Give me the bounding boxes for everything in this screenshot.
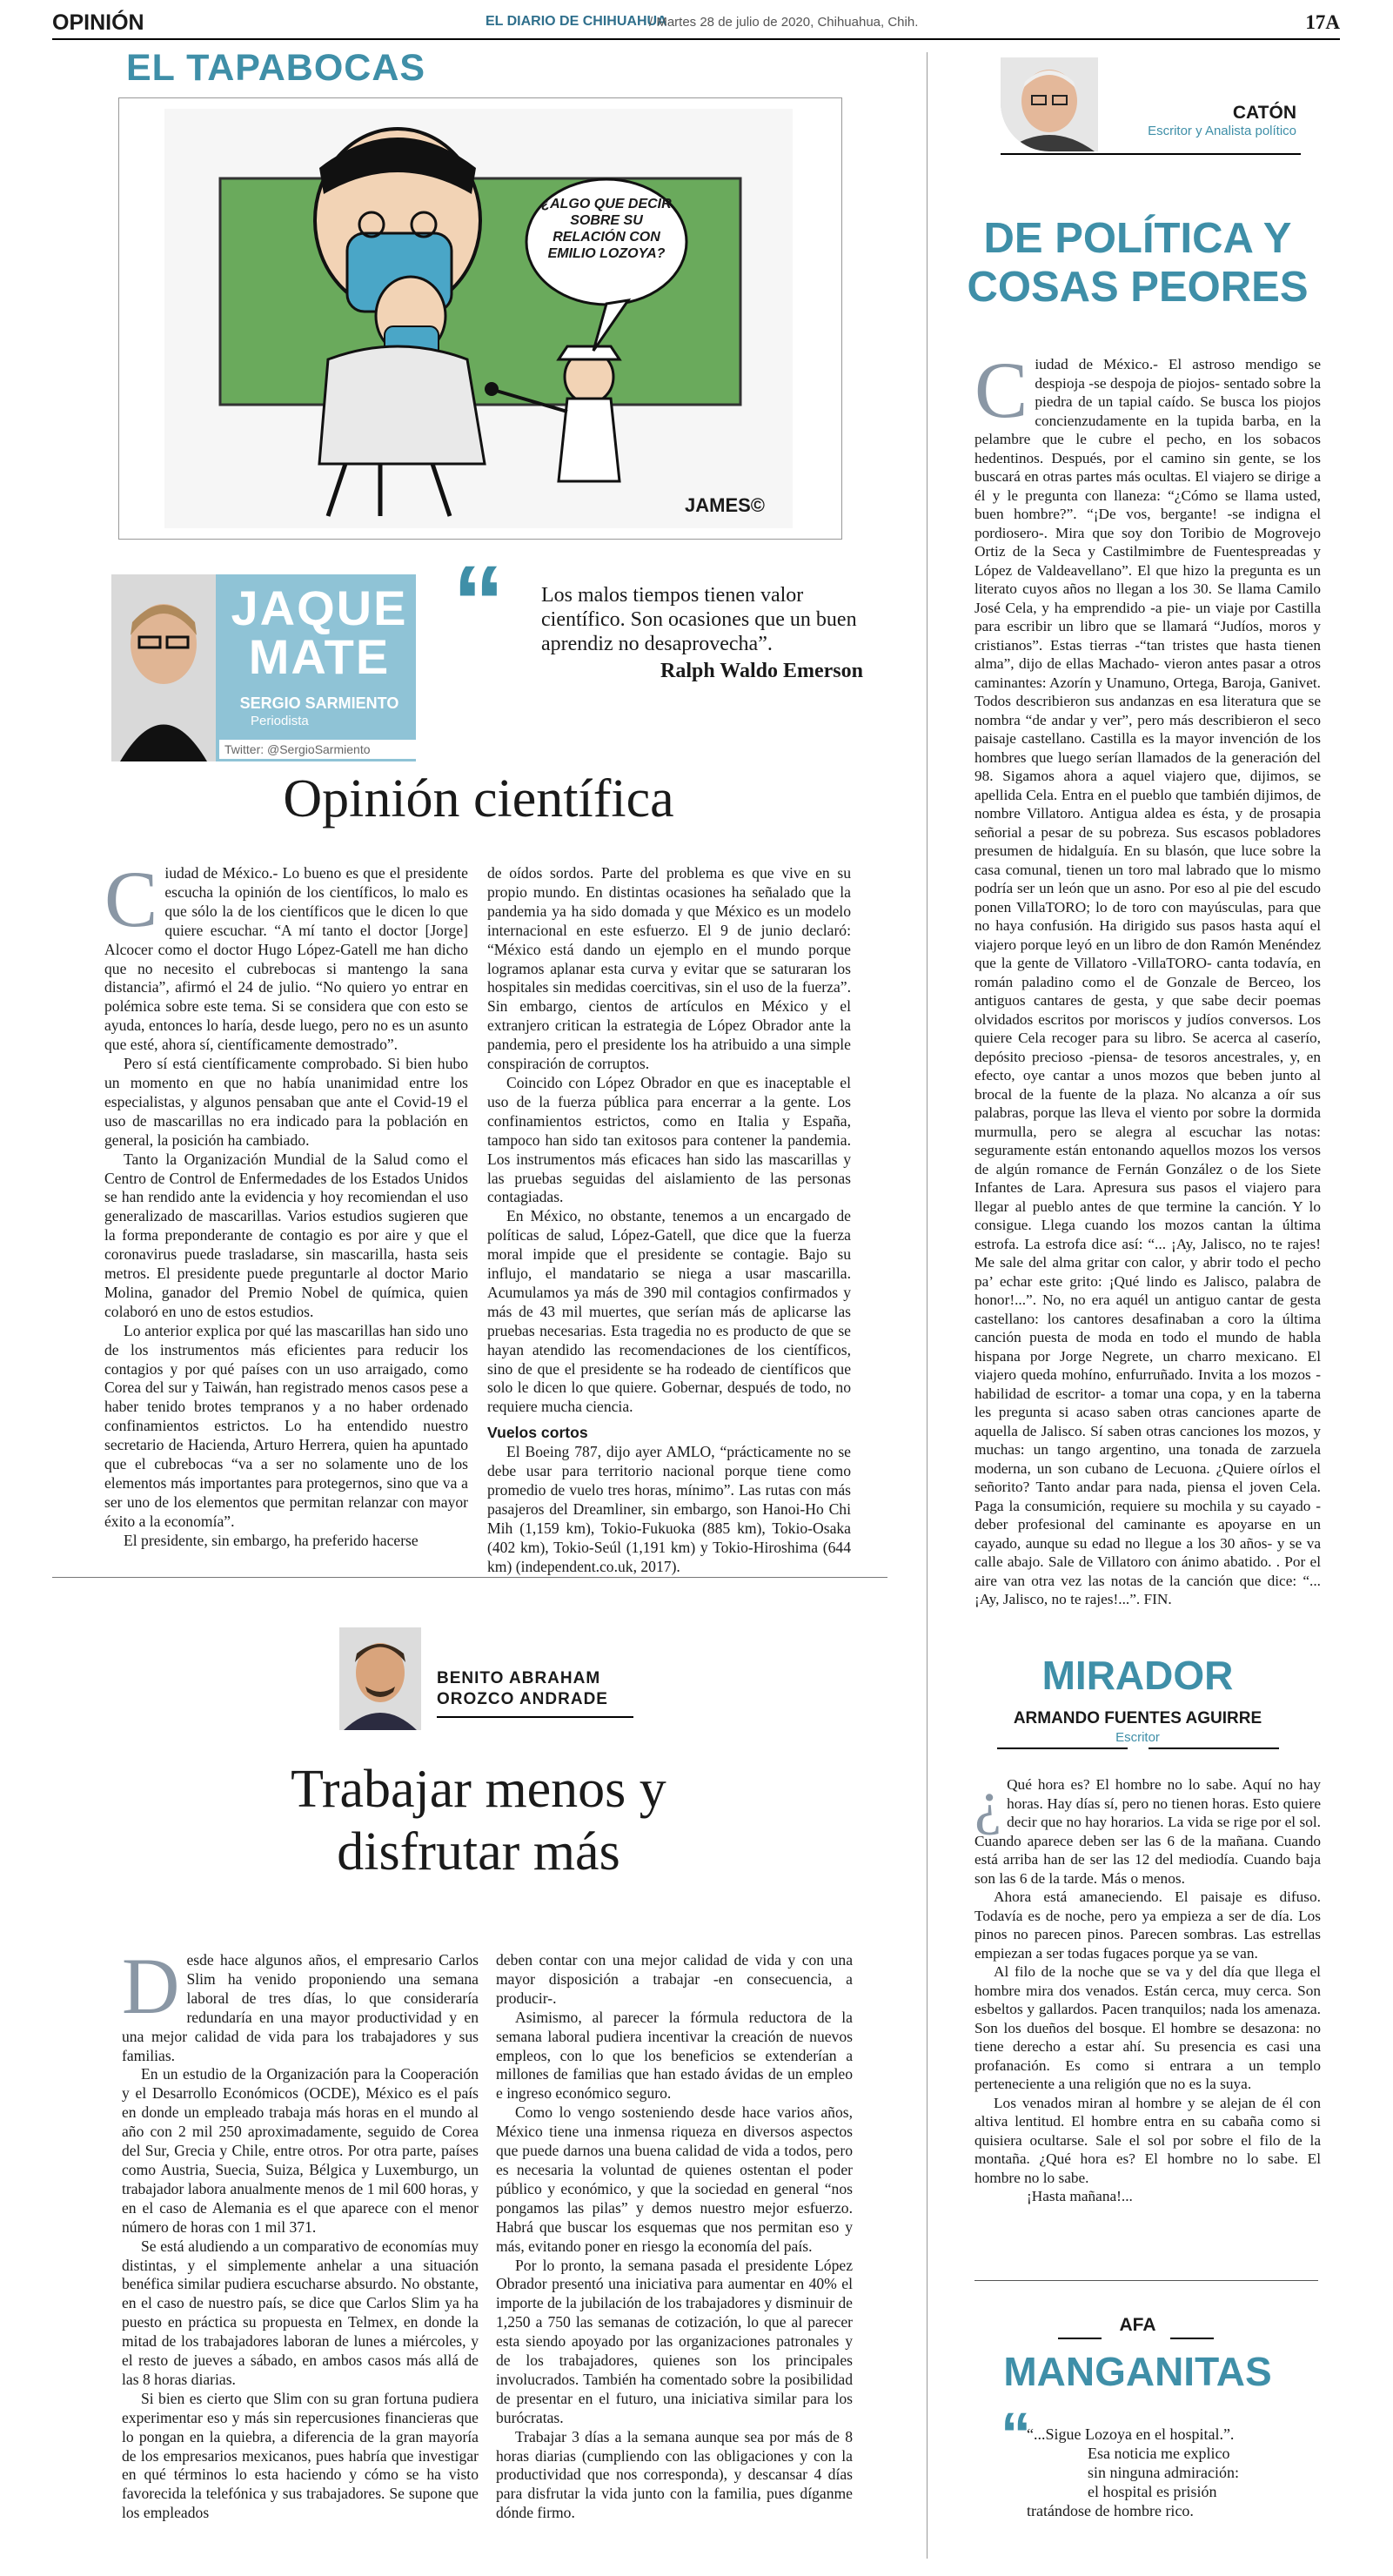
- paragraph: En un estudio de la Organización para la Cooperación y el Desarrollo Económicos (OCDE), México es el país en donde un empleado trabaja más horas en el mundo al año con 2 mil 250 aproximadamente, seguido de Corea del Sur, Grecia y Chile, entre otros. Por otra parte, países como Austria, Suecia, Suiza, Bélgica y Luxemburgo, un trabajador labora anualmente menos de 1 mil 600 horas, y en el caso de Alemania es el que aparece con el menor número de horas con 1 mil 371.: [122, 2065, 479, 2236]
- paragraph: Ahora está amaneciendo. El paisaje es difuso. Todavía es de noche, pero ya empieza a ser de día. Los pinos no parecen pinos. Parecen sombras. Las estrellas empiezan a ser todas fugaces porque ya se van.: [974, 1888, 1321, 1962]
- jaque-role: Periodista: [251, 714, 309, 728]
- manganitas-rule: [1170, 2338, 1214, 2339]
- page-number: 17A: [1305, 11, 1340, 33]
- mirador-rule: [997, 1748, 1128, 1749]
- cartoon-frame: [118, 97, 842, 540]
- subhead: Vuelos cortos: [487, 1424, 588, 1442]
- jaque-title-2: MATE: [248, 629, 391, 684]
- paragraph: deben contar con una mejor calidad de vida y con una mayor disposición a trabajar -en consecuencia, a producir-.: [496, 1951, 853, 2007]
- section-divider: [52, 1577, 887, 1578]
- masthead: [52, 9, 1340, 37]
- paragraph: Trabajar 3 días a la semana aunque sea por más de 8 horas diarias (cumpliendo con las obligaciones y con la productividad que nos corresponda), y descansar 4 días para disfrutar la vida junto con la familia, pues díganme dónde firmo.: [496, 2427, 853, 2522]
- dropcap: C: [974, 345, 1028, 434]
- caton-column: [974, 345, 1321, 1609]
- author-photo-sarmiento: [111, 574, 216, 761]
- quote-mark-icon: “: [1001, 2400, 1031, 2468]
- paragraph: iudad de México.- El astroso mendigo se despioja -se despoja de piojos- sentado sobre la piedra de un tapial caído. Se busca los piojos concienzudamente en la tupida barba, en la pelambre que le cubre el pecho, en los sobacos hedentinos. Después, por el camino sin gente, se los buscará en otras partes más ocultas. El viajero se dirige a él y le pregunta con llaneza: “¿Cómo se llama usted, buen hombre?”. “¡De vos, bergante! -se indigna el pordiosero-. Mira que soy don Toribio de Mogrovejo Ortiz de la Seca y Castilmimbre de Fuentespreadas y López de Valdeavellano”. El que hizo la pregunta es un literato cuyos años no llegan a los 30. Se llama Camilo José Cela, y ha emprendido -a pie- un viaje por Castilla para escribir un libro que se llamará “Judíos, moros y cristianos”. Estas tierras -“tan tristes que hasta tienen alma”, dijo de ellas Machado- vieron antes pasar a otros caminantes: Azorín y Unamuno, Ortega, Baroja, Ganivet. Todos describieron sus andanzas en esa literatura que se nombra “de andar y ver”, pero más describieron el seco paisaje castellano. Castilla es la mayor invención de los hombres que luego serían llamados de la generación del 98. Sigamos ahora a aquel viajero que, dijimos, se apellida Cela. Entra en el pueblo que también dijimos, de nombre Villatoro. Antigua aldea es ésta, y de prosapia señorial a pesar de su pobreza. Sus escasos pobladores presumen de hidalguía. En su blasón, que luce sobre la casa comunal, tienen un toro mal labrado que lo mismo podría ser un león que un asno. Por eso al pie del escudo ponen VillaTORO; lo de toro con mayúsculas, para que no haya confusión. Ha dirigido sus pasos hasta aquí el viajero porque leyó en un libro de don Ramón Menéndez que la gente de Villatoro -VillaTORO- canta todavía, en román paladino como el de Gonzale de Berceo, los antiguos cantares de gesta, y que sabe decir poemas olvidados escritos por moriscos y judíos conversos. Los quiere Cela recoger para su libro. Se acerca al caserío, depósito precioso -piensa- de tesoros ancestrales, y, en efecto, oye cantar a unos mozos que beben junto al brocal de la fuente de la plaza. No alcanza a oír sus palabras, porque las lleva el viento por sobre la dormida murmulla, pero se alegra al escuchar las notas: seguramente están entonando aquellos mozos los versos de algún romance de Fernán González o de los Siete Infantes de Lara. Apresura sus pasos el viajero para llegar al pueblo antes de que termine la canción. Y lo consigue. Llega cuando los mozos cantan la última estrofa. La estrofa dice así: “... ¡Ay, Jalisco, no te rajes! Me sale del alma gritar con calor, y abrir todo el pecho pa’ echar este grito: ¡Qué lindo es Jalisco, palabra de honor!...”. No, no era aquél un antiguo cantar de gesta castellano: los cantores desafinaban a coro la última canción puesta de moda en todo el mundo de habla hispana por Jorge Negrete, un charro mexicano. El viajero queda mohíno, enfurruñado. Invita a los mozos -habilidad de escritor- a tomar una copa, y en la taberna les pregunta si acaso saben otras canciones aparte de aquella de Jalisco. Sí saben otras canciones los mozos, y muchas: un tango argentino, una tonada de zarzuela moderna, un son cubano de Lecuona. ¿Quiere oírlos el señorito? Tanto andar para nada, piensa el joven Cela. Paga la consumición, requiere su mochila y su cayado -deber profesional del caminante es apoyarse en un cayado, aunque su edad no llegue a los 30 años- y se va calle abajo. Sale de Villatoro con ánimo abatido. . Por el aire van otra vez las notas de la canción que dice: “... ¡Ay, Jalisco, no te rajes!...”. FIN.: [974, 356, 1321, 1607]
- verse-line: “...Sigue Lozoya en el hospital.”.: [1027, 2425, 1235, 2443]
- paragraph: Se está aludiendo a un comparativo de economías muy distintas, y el simplemente anhelar a una situación benéfica similar pudiera escucharse absurdo. No obstante, en el caso de nuestro país, se dice que Carlos Slim ya ha puesto en práctica su propuesta en Telmex, en donde la mitad de los trabajadores laboran de lunes a miércoles, y el resto de jueves a sábado, en ambos casos más allá de las 8 horas diarias.: [122, 2237, 479, 2388]
- manganitas-verse: [1027, 2425, 1314, 2520]
- manganitas-author: AFA: [1119, 2315, 1156, 2335]
- verse-line: Esa noticia me explico: [1088, 2445, 1230, 2462]
- cartoon-speech-text: ¿ALGO QUE DECIR SOBRE SU RELACIÓN CON EMILIO LOZOYA?: [541, 197, 672, 261]
- avatar: [1001, 57, 1098, 151]
- benito-headline-2: disfrutar más: [337, 1822, 620, 1882]
- mirador-author: ARMANDO FUENTES AGUIRRE: [1013, 1709, 1262, 1727]
- manganitas-top-rule: [974, 2280, 1318, 2281]
- jaque-author: SERGIO SARMIENTO: [239, 694, 399, 712]
- verse-line: sin ninguna admiración:: [1088, 2464, 1239, 2481]
- paragraph: iudad de México.- Lo bueno es que el presidente escucha la opinión de los científicos, lo malo es que sólo la de los científicos que le dicen lo que quiere escuchar. “A mí tanto el doctor [Jorge] Alcocer como el doctor Hugo López-Gatell me han dicho que no necesito el cubrebocas si mantengo la sana distancia”, afirmó el 24 de julio. “No quiero yo entrar en polémica sobre este tema. Si se considera que con esto se ayuda, entonces lo haría, desde luego, pero no es un asunto que esté, ahora sí, científicamente demostrado”.: [104, 864, 468, 1054]
- jaque-twitter: Twitter: @SergioSarmiento: [219, 740, 421, 759]
- paragraph: En México, no obstante, tenemos a un encargado de políticas de salud, López-Gatell, que dice que la fuerza moral impide que el presidente se contagie. Bajo su influjo, el mandatario se niega a usar mascarilla. Acumulamos ya más de 390 mil contagios confirmados y más de 43 mil muertes, que serían más de aplicarse las pruebas necesarias. Esta tragedia no es producto de que se hayan atendido las recomendaciones de los científicos, sino de que el presidente se ha rodeado de científicos que solo le dicen lo que quiere. Gobernar, después de todo, no requiere mucha ciencia.: [487, 1207, 851, 1416]
- manganitas-title: MANGANITAS: [1003, 2349, 1272, 2394]
- jaque-column-1: [104, 855, 468, 1551]
- mirador-role: Escritor: [1115, 1730, 1160, 1745]
- author-photo-orozco: [339, 1627, 421, 1730]
- mirador-column: [974, 1769, 1321, 2206]
- avatar: [111, 574, 216, 761]
- paragraph: Coincido con López Obrador en que es inaceptable el uso de la fuerza pública para encerrar a la gente. Los confinamientos estrictos, como en Italia y España, tampoco han sido tan exitosos para contener la pandemia. Los instrumentos más eficaces han sido las mascarillas y las pruebas seguidas del aislamiento de las personas contagiadas.: [487, 1073, 851, 1206]
- paragraph: El Boeing 787, dijo ayer AMLO, “prácticamente no se debe usar para territorio nacional porque tiene como promedio de vuelo tres horas, mínimo”. Las rutas con más pasajeros del Dreamliner, sin embargo, son Hanoi-Ho Chi Mih (1,159 km), Tokio-Fukuoka (885 km), Tokio-Osaka (402 km), Tokio-Seúl (1,191 km) y Tokio-Hiroshima (644 km) (independent.co.uk, 2017).: [487, 1443, 851, 1575]
- paragraph: El presidente, sin embargo, ha preferido hacerse: [124, 1531, 419, 1549]
- jaque-headline: Opinión científica: [283, 769, 674, 828]
- mirador-title: MIRADOR: [1041, 1653, 1234, 1698]
- paragraph: ¡Hasta mañana!...: [1027, 2188, 1133, 2204]
- caton-rule: [1001, 153, 1301, 155]
- paragraph: esde hace algunos años, el empresario Carlos Slim ha venido proponiendo una semana laboral de tres días, lo que consideraría redundaría en una mayor productividad y en una mejor calidad de vida para los trabajadores y sus familias.: [122, 1951, 479, 2064]
- paper-name: EL DIARIO DE CHIHUAHUA: [486, 14, 667, 29]
- cartoon-signature: JAMES©: [685, 494, 766, 516]
- mirador-rule: [1149, 1748, 1279, 1749]
- paragraph: Tanto la Organización Mundial de la Salud como el Centro de Control de Enfermedades de los Estados Unidos se han rendido ante la evidencia y hoy recomiendan el uso generalizado de mascarillas. Varios estudios sugieren que la forma preponderante de contagio es por aire y que el coronavirus puede trasladarse, sin mascarilla, hasta seis metros. El presidente puede preguntarle al doctor Mario Molina, ganador del Premio Nobel de química, quien colaboró en uno de estos estudios.: [104, 1150, 468, 1320]
- jaque-column-2: [487, 864, 851, 1577]
- dateline: / Martes 28 de julio de 2020, Chihuahua, Chih.: [649, 15, 919, 30]
- jaque-quote: Los malos tiempos tienen valor científico. Son ocasiones que un buen aprendiz no desaprovecha”.: [541, 584, 857, 655]
- paragraph: Lo anterior explica por qué las mascarillas han sido uno de los instrumentos más eficientes para reducir los contagios y por qué países con un uso arraigado, como Corea del sur y Taiwán, han registrado menos casos pese a haber tenido brotes tempranos y a no haber ordenado confinamientos estrictos. Lo ha entendido nuestro secretario de Hacienda, Arturo Herrera, quien ha apuntado que el cubrebocas “va a ser no solamente uno de los elementos más importantes para protegernos, sino que va a ser uno de los elementos que permitan relanzar con mayor éxito a la economía”.: [104, 1321, 468, 1530]
- paragraph: Por lo pronto, la semana pasada el presidente López Obrador presentó una iniciativa para aumentar en 40% el importe de la jubilación de los trabajadores y disminuir de 1,250 a 750 las semanas de cotización, lo que al parecer esta siendo apoyado por las organizaciones patronales y de los trabajadores, quienes son los principales involucrados. También ha comentado sobre la posibilidad de presentar en el futuro, una iniciativa similar para los burócratas.: [496, 2256, 853, 2426]
- manganitas-rule: [1058, 2338, 1102, 2339]
- quote-mark-icon: “: [452, 544, 505, 661]
- jaque-title-1: JAQUE: [231, 580, 408, 635]
- benito-author-1: BENITO ABRAHAM: [437, 1669, 601, 1687]
- benito-column-1: [122, 1942, 479, 2523]
- caton-headline-2: COSAS PEORES: [967, 264, 1309, 311]
- benito-headline-1: Trabajar menos y: [291, 1760, 666, 1819]
- avatar: [339, 1627, 421, 1730]
- benito-author-2: OROZCO ANDRADE: [437, 1690, 608, 1708]
- masthead-rule: [52, 38, 1340, 40]
- author-photo-caton: [1001, 57, 1098, 151]
- cartoon-section-title: EL TAPABOCAS: [126, 47, 426, 89]
- paragraph: Al filo de la noche que se va y del día que llega el hombre mira dos venados. Están cerca, muy cerca. Son esbeltos y gallardos. Pacen tranquilos; nada los amenaza. Son los dueños del bosque. El hombre se desazona: no tiene derecho a estar ahí. Su presencia es casi una profanación. Es como si entrara a un templo perteneciente a una religión que no es la suya.: [974, 1963, 1321, 2092]
- cartoon-illustration: [119, 98, 841, 539]
- section-label: OPINIÓN: [52, 10, 144, 35]
- paragraph: de oídos sordos. Parte del problema es que vive en su propio mundo. En distintas ocasiones ha señalado que la pandemia ya ha sido domada y que México es un modelo internacional en este esfuerzo. El 9 de junio declaró: “México está dando un ejemplo en el mundo porque logramos aplanar esta curva y evitar que se saturaran los hospitales sin medidas coercitivas, sin el uso de la fuerza”. Sin embargo, cientos de artículos en México y el extranjero critican la estrategia de López Obrador ante la pandemia, pero el presidente los ha atribuido a una simple conspiración de corruptos.: [487, 864, 851, 1073]
- benito-column-2: [496, 1951, 853, 2523]
- verse-line: tratándose de hombre rico.: [1027, 2502, 1194, 2519]
- paragraph: Los venados miran al hombre y se alejan de él con altiva lentitud. El hombre entra en su cabaña como si quisiera ocultarse. Sale el sol por sobre el filo de la montaña. ¿Qué hora es? El hombre no lo sabe. El hombre no lo sabe.: [974, 2094, 1321, 2186]
- column-divider: [927, 52, 928, 2559]
- dropcap: ¿: [974, 1769, 1002, 1836]
- caton-name: CATÓN: [1232, 103, 1296, 123]
- jaque-quote-author: Ralph Waldo Emerson: [660, 660, 863, 682]
- paragraph: Qué hora es? El hombre no lo sabe. Aquí no hay horas. Hay días sí, pero no tienen horas. Esto quiere decir que no hay horarios. La vida se rige por el sol. Cuando aparece deben ser las 6 de la mañana. Cuando está arriba han de ser las 12 del mediodía. Cuando baja son las 6 de la tarde. Más o menos.: [974, 1776, 1321, 1887]
- jaque-banner: [111, 574, 416, 761]
- caton-headline-1: DE POLÍTICA Y: [983, 215, 1292, 262]
- paragraph: Pero sí está científicamente comprobado. Si bien hubo un momento en que no había unanimidad entre los especialistas, y algunos pensaban que ante el Covid-19 el uso de mascarillas no era indicado para la población en general, la posición ha cambiado.: [104, 1055, 468, 1149]
- verse-line: el hospital es prisión: [1088, 2483, 1217, 2500]
- paragraph: Como lo vengo sosteniendo desde hace varios años, México tiene una inmensa riqueza en diversos aspectos que puede darnos una buena calidad de vida a todos, pero es necesaria la voluntad de quienes ostentan el poder público y económico, y que la sociedad en general “nos pongamos las pilas” y demos nuestro mejor esfuerzo. Habrá que buscar los esquemas que nos permitan eso y más, evitando poner en riesgo la economía del país.: [496, 2103, 853, 2255]
- dropcap: D: [122, 1942, 180, 2030]
- caton-role: Escritor y Analista político: [1148, 124, 1296, 138]
- author-rule: [437, 1716, 633, 1718]
- paragraph: Asimismo, al parecer la fórmula reductora de la semana laboral pudiera incentivar la creación de nuevos empleos, con lo que los beneficios se extenderían a millones de familias que han estado ávidas de un empleo e ingreso económico seguro.: [496, 2008, 853, 2103]
- dropcap: C: [104, 855, 158, 943]
- paragraph: Si bien es cierto que Slim con su gran fortuna pudiera experimentar eso y más sin repercusiones financieras que lo pongan en la quiebra, a diferencia de la gran mayoría de los empresarios mexicanos, pues habría que investigar en qué términos lo esta haciendo y cómo se ha visto favorecida la telefónica y sus trabajadores. Se supone que los empleados: [122, 2389, 479, 2522]
